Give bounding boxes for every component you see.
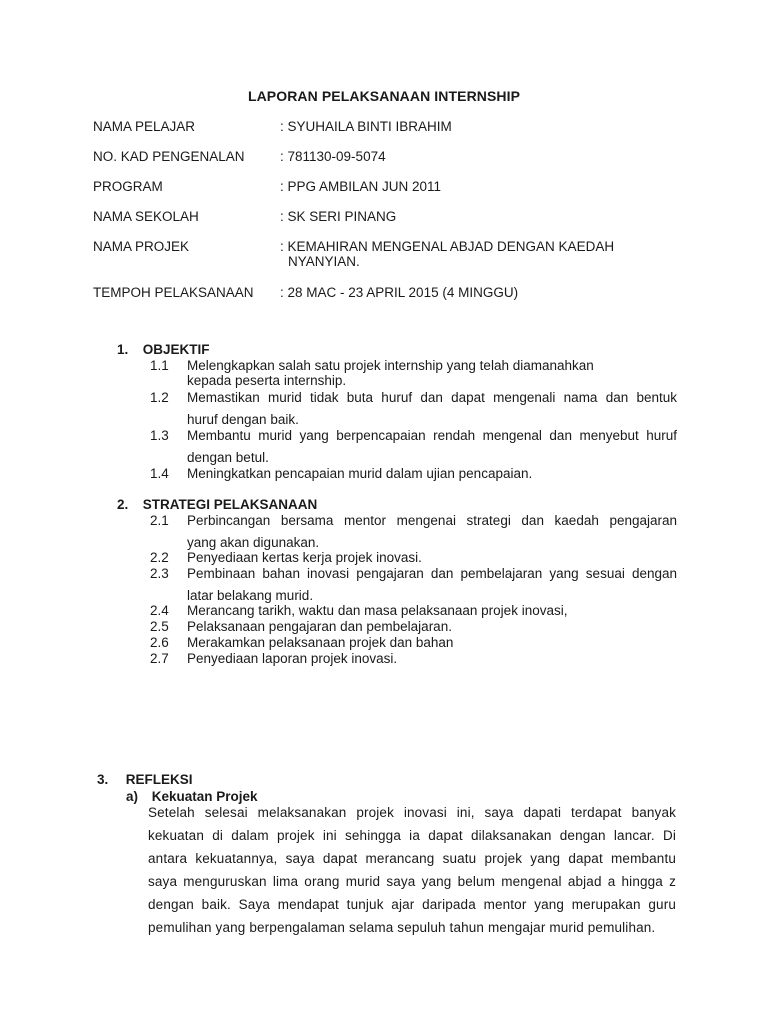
item-line: Penyediaan kertas kerja projek inovasi. bbox=[187, 550, 422, 565]
item-line: latar belakang murid. bbox=[187, 588, 314, 603]
section-number: 1. bbox=[117, 342, 129, 357]
section-title: REFLEKSI bbox=[125, 772, 193, 787]
item-number: 1.1 bbox=[150, 358, 169, 373]
item-line: huruf dengan baik. bbox=[187, 412, 299, 427]
info-label: NAMA PROJEK bbox=[93, 239, 190, 254]
item-number: 2.3 bbox=[150, 566, 169, 581]
item-text bbox=[187, 635, 677, 651]
paragraph-kekuatan-projek bbox=[148, 804, 676, 942]
info-value: : 781130-09-5074 bbox=[280, 149, 386, 164]
info-label: TEMPOH PELAKSANAAN bbox=[93, 285, 254, 300]
paragraph-line: Setelah selesai melaksanakan projek inovasi ini, saya dapati terdapat banyak bbox=[148, 805, 676, 820]
item-line: Pelaksanaan pengajaran dan pembelajaran. bbox=[187, 619, 452, 634]
info-value bbox=[280, 239, 680, 269]
section-title: STRATEGI PELAKSANAAN bbox=[142, 497, 318, 512]
info-value: : PPG AMBILAN JUN 2011 bbox=[280, 179, 442, 194]
item-number: 2.5 bbox=[150, 619, 169, 634]
item-line: yang akan digunakan. bbox=[187, 535, 320, 550]
item-number: 2.2 bbox=[150, 550, 169, 565]
item-line: kepada peserta internship. bbox=[187, 373, 347, 388]
section-heading-strategi-pelaksanaan bbox=[117, 497, 317, 512]
info-value-line: NYANYIAN. bbox=[288, 254, 360, 269]
info-value: : 28 MAC - 23 APRIL 2015 (4 MINGGU) bbox=[280, 285, 519, 300]
item-line: dengan betul. bbox=[187, 450, 269, 465]
item-line: Membantu murid yang berpencapaian rendah mengenal dan menyebut huruf bbox=[187, 428, 677, 443]
item-text bbox=[187, 427, 677, 467]
item-number: 1.4 bbox=[150, 466, 169, 481]
item-line: Penyediaan laporan projek inovasi. bbox=[187, 651, 398, 666]
item-line: Melengkapkan salah satu projek internship yang telah diamanahkan bbox=[187, 358, 594, 373]
item-text bbox=[187, 565, 677, 605]
info-value-line: : KEMAHIRAN MENGENAL ABJAD DENGAN KAEDAH bbox=[280, 239, 615, 254]
item-line: Memastikan murid tidak buta huruf dan dapat mengenali nama dan bentuk bbox=[187, 390, 677, 405]
item-line: Perbincangan bersama mentor mengenai strategi dan kaedah pengajaran bbox=[187, 513, 677, 528]
section-heading-refleksi bbox=[97, 772, 193, 787]
item-text bbox=[187, 389, 677, 429]
document-title: LAPORAN PELAKSANAAN INTERNSHIP bbox=[247, 88, 521, 104]
item-number: 2.7 bbox=[150, 651, 169, 666]
item-text bbox=[187, 550, 677, 565]
item-number: 2.4 bbox=[150, 603, 169, 618]
subsection-heading-kekuatan-projek bbox=[126, 789, 258, 804]
section-number: 2. bbox=[117, 497, 129, 512]
paragraph-line: kekuatan di dalam projek ini sehingga ia dapat dilaksanakan dengan lancar. Di bbox=[148, 828, 676, 843]
paragraph-line: pemulihan yang berpengalaman selama sepuluh tahun mengajar murid pemulihan. bbox=[148, 920, 656, 935]
section-heading-objektif bbox=[117, 342, 210, 357]
item-line: Pembinaan bahan inovasi pengajaran dan pembelajaran yang sesuai dengan bbox=[187, 566, 677, 581]
paragraph-line: antara kekuatannya, saya dapat merancang suatu projek yang dapat membantu bbox=[148, 851, 676, 866]
item-number: 2.6 bbox=[150, 635, 169, 650]
item-text bbox=[187, 651, 677, 667]
item-number: 2.1 bbox=[150, 513, 169, 528]
section-title: OBJEKTIF bbox=[142, 342, 210, 357]
info-label: NO. KAD PENGENALAN bbox=[93, 149, 245, 164]
info-label: NAMA SEKOLAH bbox=[93, 209, 199, 224]
paragraph-line: saya menguruskan lima orang murid saya yang belum mengenal abjad a hingga z bbox=[148, 874, 676, 889]
paragraph-line: dengan baik. Saya mendapat tunjuk ajar daripada mentor yang merupakan guru bbox=[148, 897, 676, 912]
info-value: : SYUHAILA BINTI IBRAHIM bbox=[280, 119, 452, 134]
item-text bbox=[187, 466, 677, 481]
item-text bbox=[187, 603, 677, 619]
info-value: : SK SERI PINANG bbox=[280, 209, 397, 224]
item-number: 1.3 bbox=[150, 428, 169, 443]
item-line: Merakamkan pelaksanaan projek dan bahan bbox=[187, 635, 454, 650]
item-number: 1.2 bbox=[150, 390, 169, 405]
item-text bbox=[187, 358, 677, 388]
section-number: 3. bbox=[97, 772, 109, 787]
item-line: Merancang tarikh, waktu dan masa pelaksanaan projek inovasi, bbox=[187, 603, 568, 618]
item-text bbox=[187, 512, 677, 552]
subsection-title: Kekuatan Projek bbox=[151, 789, 258, 804]
info-label: NAMA PELAJAR bbox=[93, 119, 196, 134]
item-text bbox=[187, 619, 677, 635]
info-label: PROGRAM bbox=[93, 179, 163, 194]
subsection-number: a) bbox=[126, 789, 139, 804]
item-line: Meningkatkan pencapaian murid dalam ujian pencapaian. bbox=[187, 466, 533, 481]
